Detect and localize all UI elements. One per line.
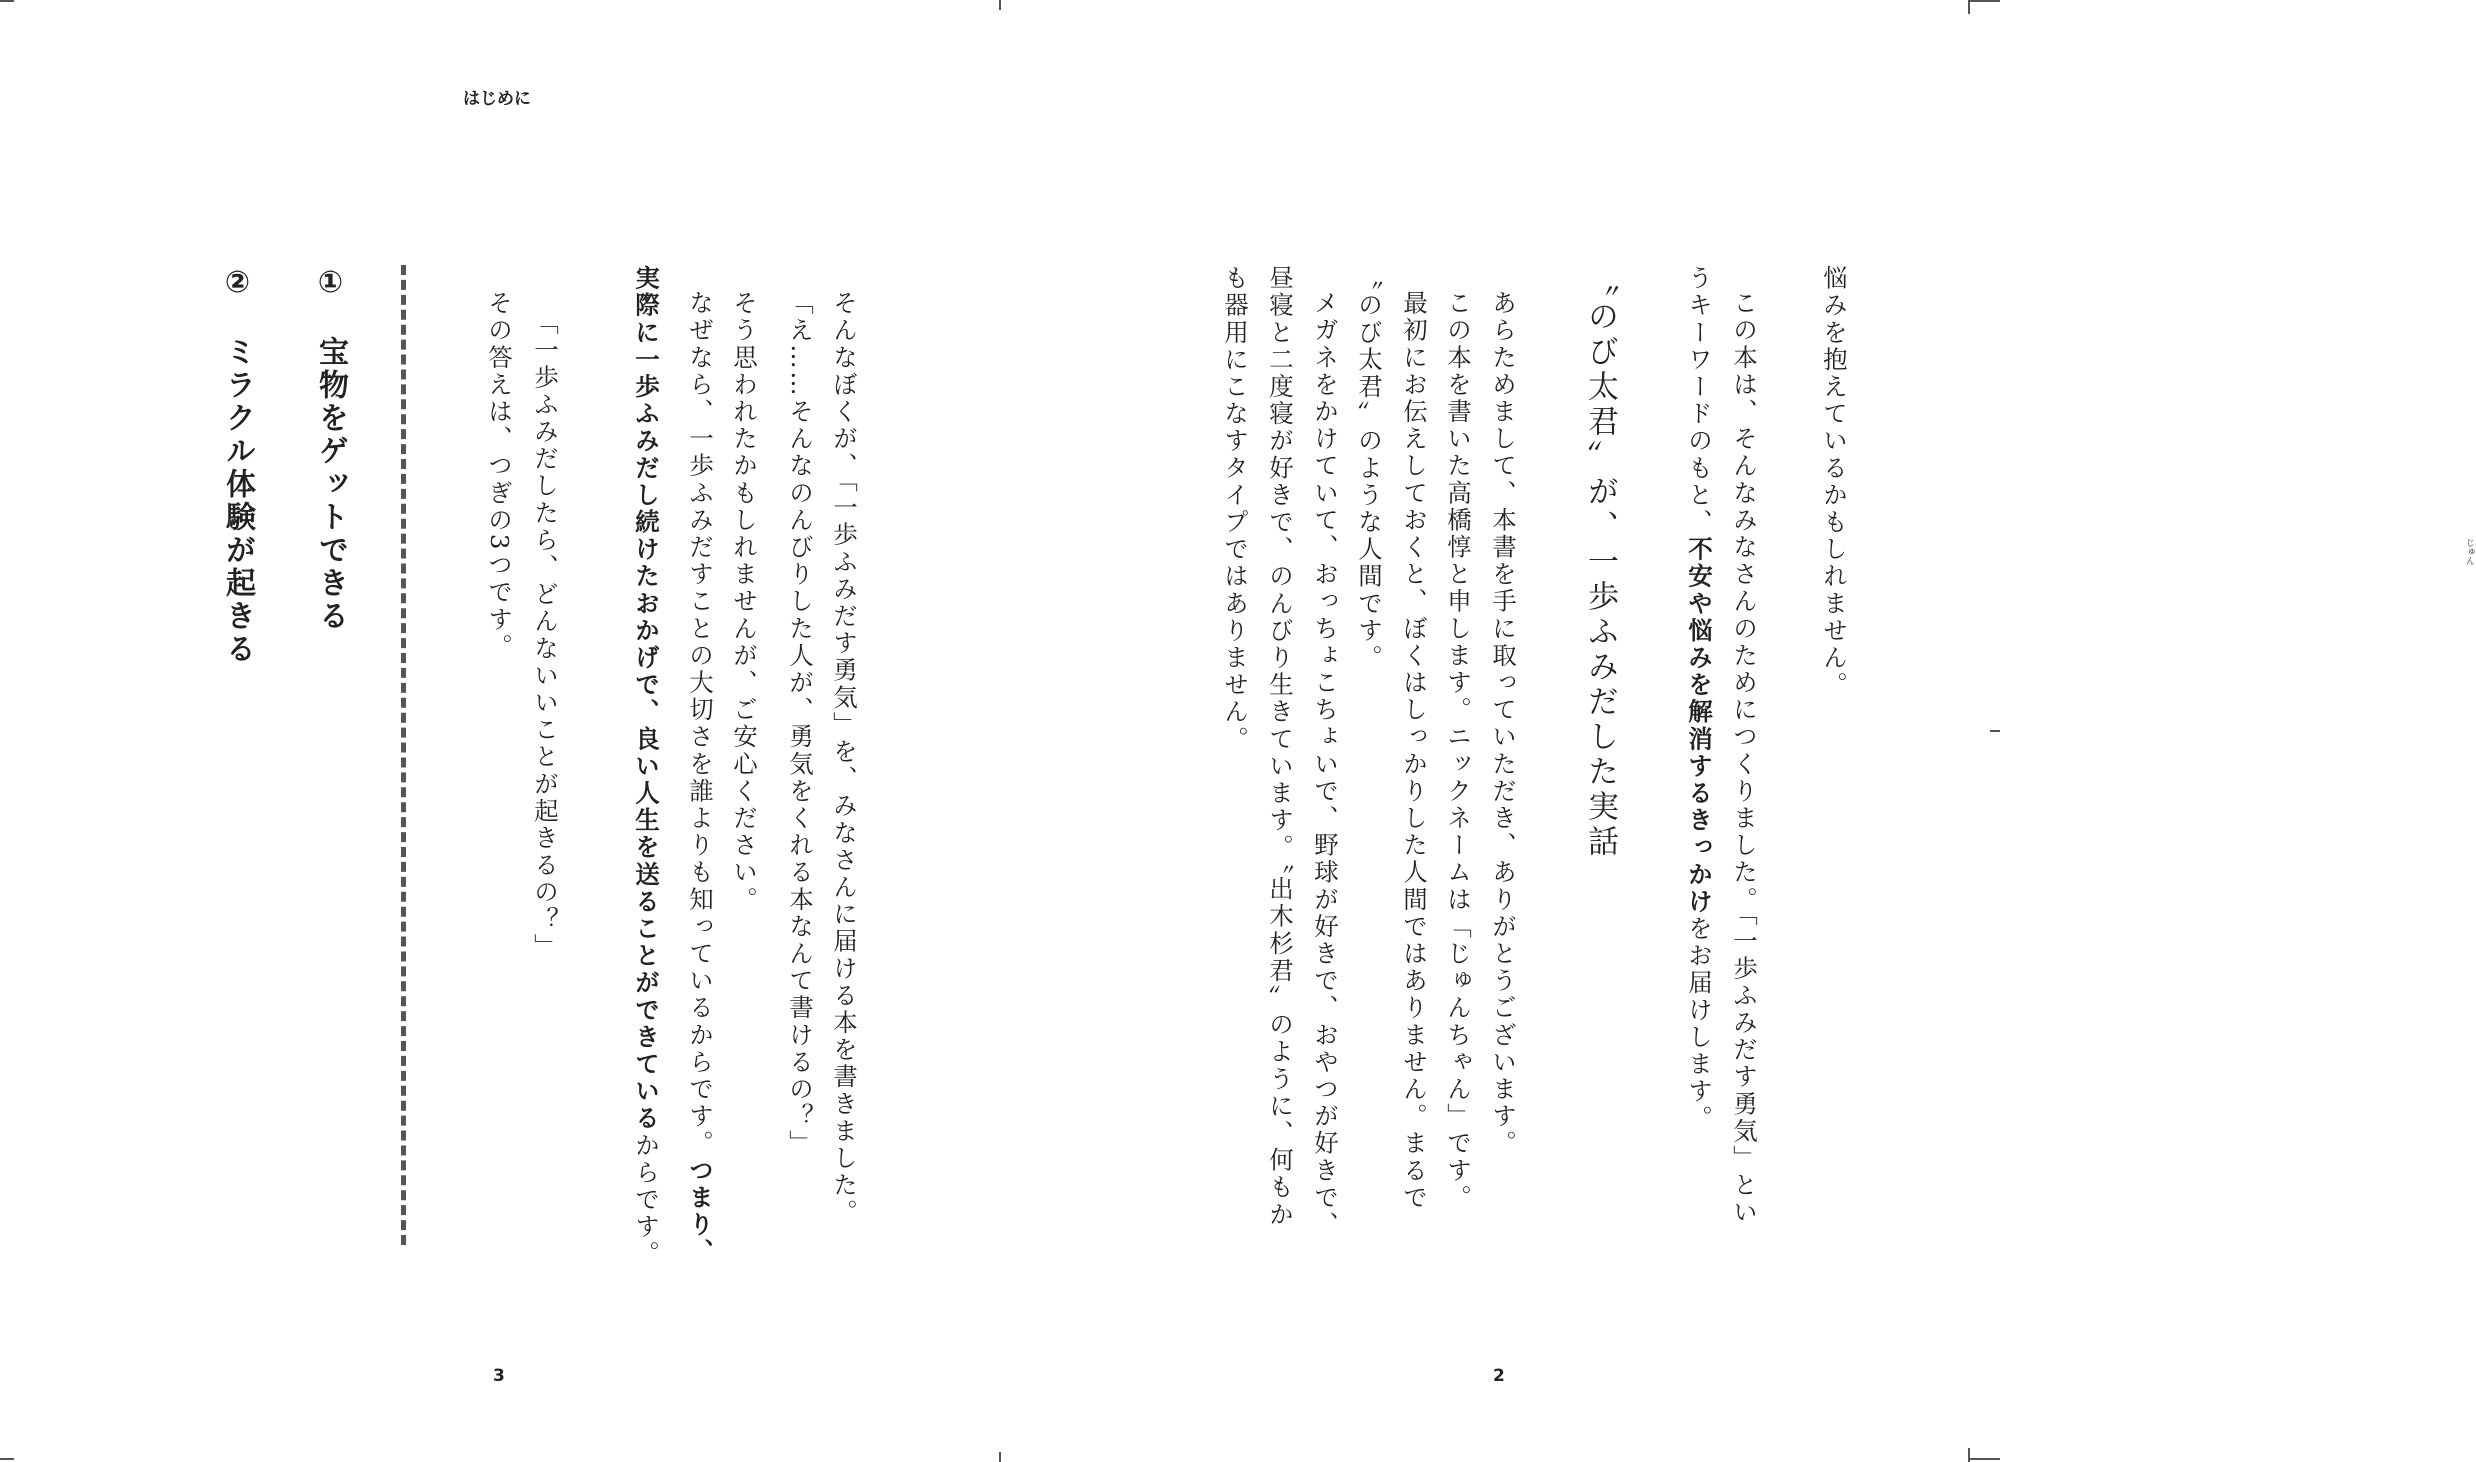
right-page [1000, 0, 2474, 1462]
body-line: 昼寝と二度寝が好きで、のんびり生きています。〝出木杉君〟のように、何もか [1266, 265, 1295, 1229]
paragraph-line: そんなぼくが、「一歩ふみだす勇気」を、みなさんに届ける本を書きました。 [830, 290, 859, 1227]
ruby-annotation: じゅん [2464, 538, 2474, 565]
page-number: 2 [1493, 1366, 1505, 1386]
intro-line: この本は、そんなみなさんのためにつくりました。「一歩ふみだす勇気」とい [1730, 290, 1759, 1227]
answer-line: その答えは、つぎの3つです。 [485, 290, 514, 661]
list-item-2: ② ミラクル体験が起きる [220, 265, 255, 666]
list-item-1: ① 宝物をゲットできる [313, 265, 348, 633]
paragraph-line: そう思われたかもしれませんが、ご安心ください。 [730, 290, 759, 914]
line-text: をお届けします。 [1685, 915, 1714, 1133]
emphasis-text: 実際に一歩ふみだし続けたおかげで、良い人生を送ることができている [632, 265, 661, 1133]
line-text: なぜなら、一歩ふみだすことの大切さを誰よりも知っているからです。 [686, 290, 715, 1158]
left-page [0, 0, 1000, 1462]
emphasis-text: 不安や悩みを解消するきっかけ [1685, 536, 1714, 916]
body-line: 〝のび太君〟のような人間です。 [1355, 265, 1384, 672]
running-head: はじめに [463, 89, 531, 109]
body-line: この本を書いた高橋惇と申します。ニックネームは「じゅんちゃん」です。 [1444, 290, 1473, 1212]
body-line: メガネをかけていて、おっちょこちょいで、野球が好きで、おやつが好きで、 [1311, 290, 1340, 1239]
paragraph-line [624, 265, 668, 1268]
body-line: あらためまして、本書を手に取っていただき、ありがとうございます。 [1489, 290, 1518, 1158]
body-line: も器用にこなすタイプではありません。 [1221, 265, 1250, 753]
page-number: 3 [493, 1366, 505, 1386]
dashed-divider [401, 265, 406, 1245]
line-text: からです。 [632, 1132, 661, 1268]
emphasis-text: つまり、 [686, 1157, 715, 1266]
line-text: うキーワードのもと、 [1685, 265, 1714, 536]
paragraph-line: 「え……そんなのんびりした人が、勇気をくれる本なんて書けるの？」 [786, 290, 815, 1158]
question-line: 「一歩ふみだしたら、どんないいことが起きるの？」 [531, 310, 560, 961]
section-heading: 〝のび太君〟が、一歩ふみだした実話 [1582, 265, 1618, 860]
body-line: 最初にお伝えしておくと、ぼくはしっかりした人間ではありません。まるで [1400, 290, 1429, 1212]
paragraph-line [678, 290, 722, 1266]
intro-line: 悩みを抱えているかもしれません。 [1820, 265, 1849, 699]
intro-line [1677, 265, 1721, 1132]
